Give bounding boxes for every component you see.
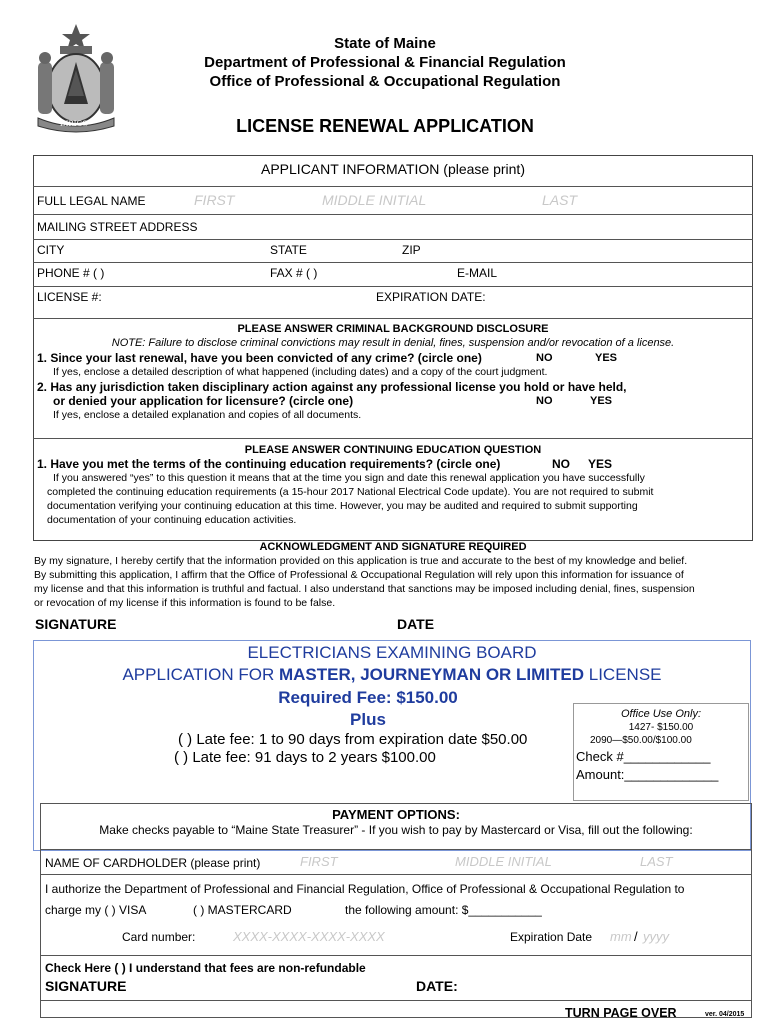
application-type-suffix: LICENSE — [584, 665, 662, 684]
header-office: Office of Professional & Occupational Regulation — [209, 73, 561, 90]
fax-label: FAX # ( ) — [270, 266, 318, 280]
email-input[interactable] — [505, 264, 750, 282]
office-amount: Amount:_____________ — [576, 767, 719, 782]
exp-month-input[interactable]: mm — [610, 929, 632, 944]
mailing-address-input[interactable] — [210, 218, 750, 236]
criminal-section-title: PLEASE ANSWER CRIMINAL BACKGROUND DISCLOSURE — [237, 323, 549, 335]
version-label: ver. 04/2015 — [705, 1011, 745, 1018]
charge-amount[interactable]: the following amount: $___________ — [345, 903, 542, 917]
card-number-input[interactable]: XXXX-XXXX-XXXX-XXXX — [233, 929, 385, 944]
application-type — [33, 665, 751, 685]
header-department: Department of Professional & Financial Regulation — [204, 54, 566, 71]
license-number-label: LICENSE #: — [37, 290, 102, 304]
office-fee-line-2: 2090—$50.00/$100.00 — [590, 735, 692, 746]
ack-line-3: my license and that this information is truthful and factual. I also understand that sanctions may be imposed including denial, fines, suspension — [34, 583, 695, 595]
city-label: CITY — [37, 243, 65, 257]
exp-year-input[interactable]: yyyy — [643, 929, 669, 944]
criminal-q1-no-option[interactable]: NO — [536, 352, 553, 364]
ack-line-1: By my signature, I hereby certify that the information provided on this application is true and accurate to the best of my knowledge and belief. — [34, 555, 688, 567]
date-label: DATE — [397, 616, 435, 632]
ce-text-line-1: If you answered “yes” to this question it means that at the time you sign and date this renewal application you have successfully — [53, 472, 645, 484]
late-fee-option-2[interactable]: ( ) Late fee: 91 days to 2 years $100.00 — [174, 749, 436, 766]
late-fee-option-1[interactable]: ( ) Late fee: 1 to 90 days from expiration date $50.00 — [178, 731, 528, 748]
header-state: State of Maine — [334, 35, 436, 52]
criminal-question-1: 1. Since your last renewal, have you been convicted of any crime? (circle one) — [37, 351, 482, 365]
visa-option[interactable]: charge my ( ) VISA — [45, 903, 147, 917]
ce-text-line-3: documentation verifying your continuing education at this time. However, you may be audited and required to submit supporting — [47, 500, 638, 512]
criminal-question-2-cont: or denied your application for licensure? (circle one) — [53, 394, 354, 408]
city-input[interactable] — [70, 241, 265, 259]
expiration-date-label: EXPIRATION DATE: — [376, 290, 486, 304]
application-type-prefix: APPLICATION FOR — [122, 665, 279, 684]
applicant-section-title: APPLICANT INFORMATION (please print) — [261, 161, 525, 177]
full-name-label: FULL LEGAL NAME — [37, 194, 146, 208]
expiration-date-input[interactable] — [495, 288, 750, 306]
license-number-input[interactable] — [110, 288, 365, 306]
fax-input[interactable] — [350, 264, 445, 282]
mastercard-option[interactable]: ( ) MASTERCARD — [193, 903, 292, 917]
cardholder-label: NAME OF CARDHOLDER (please print) — [45, 856, 261, 870]
phone-input[interactable] — [140, 264, 265, 282]
ce-yes-option[interactable]: YES — [588, 457, 613, 471]
required-fee: Required Fee: $150.00 — [278, 688, 458, 707]
criminal-question-2: 2. Has any jurisdiction taken disciplinary action against any professional license you hold or have held, — [37, 380, 627, 394]
ce-no-option[interactable]: NO — [552, 457, 570, 471]
cardholder-middle-input[interactable]: MIDDLE INITIAL — [455, 854, 552, 869]
exp-slash: / — [634, 929, 638, 944]
criminal-q2-yes-option[interactable]: YES — [590, 395, 613, 407]
payment-signature-input[interactable] — [140, 977, 410, 995]
payment-date-input[interactable] — [470, 977, 740, 995]
zip-input[interactable] — [425, 241, 745, 259]
application-type-bold: MASTER, JOURNEYMAN OR LIMITED — [278, 665, 585, 684]
criminal-q2-instruction: If yes, enclose a detailed explanation and copies of all documents. — [53, 409, 362, 421]
office-fee-line-1: 1427- $150.00 — [628, 722, 694, 733]
criminal-q1-instruction: If yes, enclose a detailed description of what happened (including dates) and a copy of the court judgment. — [53, 366, 548, 378]
criminal-q2-no-option[interactable]: NO — [536, 395, 553, 407]
turn-page-over: TURN PAGE OVER — [565, 1006, 677, 1020]
state-label: STATE — [270, 243, 307, 257]
non-refundable-checkbox[interactable]: Check Here ( ) I understand that fees are non-refundable — [45, 961, 366, 975]
ce-section-title: PLEASE ANSWER CONTINUING EDUCATION QUESTION — [244, 444, 542, 456]
office-use-title: Office Use Only: — [620, 708, 702, 720]
criminal-q1-yes-option[interactable]: YES — [595, 352, 618, 364]
cardholder-last-input[interactable]: LAST — [640, 854, 673, 869]
email-label: E-MAIL — [457, 266, 498, 280]
payment-options-title: PAYMENT OPTIONS: — [332, 807, 460, 822]
plus-label: Plus — [350, 710, 386, 729]
last-name-input[interactable]: LAST — [542, 192, 578, 208]
payment-signature-label: SIGNATURE — [45, 978, 127, 994]
authorization-text: I authorize the Department of Professional and Financial Regulation, Office of Professional & Occupational Regulation to — [45, 882, 685, 896]
ack-line-4: or revocation of my license if this information is found to be false. — [34, 597, 336, 609]
page-title: LICENSE RENEWAL APPLICATION — [236, 116, 534, 136]
ce-text-line-2: completed the continuing education requirements (a 15-hour 2017 National Electrical Code update). You are not required to submit — [47, 486, 654, 498]
mailing-address-label: MAILING STREET ADDRESS — [37, 220, 198, 234]
board-name: ELECTRICIANS EXAMINING BOARD — [247, 643, 537, 662]
signature-label: SIGNATURE — [35, 616, 117, 632]
payment-instructions: Make checks payable to “Maine State Treasurer” - If you wish to pay by Mastercard or Visa, fill out the following: — [99, 823, 693, 837]
ce-question-1: 1. Have you met the terms of the continuing education requirements? (circle one) — [37, 457, 501, 471]
payment-date-label: DATE: — [416, 978, 458, 994]
seal-motto: DIRIGO — [60, 119, 88, 128]
middle-initial-input[interactable]: MIDDLE INITIAL — [322, 192, 427, 208]
ack-section-title: ACKNOWLEDGMENT AND SIGNATURE REQUIRED — [259, 541, 527, 553]
criminal-note: NOTE: Failure to disclose criminal convictions may result in denial, fines, suspension and/or revocation of a license. — [111, 337, 675, 349]
phone-label: PHONE # ( ) — [37, 266, 105, 280]
office-check-number: Check #____________ — [576, 749, 711, 764]
card-number-label: Card number: — [122, 930, 196, 944]
expiration-date-label-card: Expiration Date — [510, 930, 593, 944]
ce-text-line-4: documentation of your continuing education activities. — [47, 514, 297, 526]
date-input[interactable] — [440, 614, 740, 634]
cardholder-first-input[interactable]: FIRST — [300, 854, 338, 869]
state-input[interactable] — [315, 241, 400, 259]
ack-line-2: By submitting this application, I affirm that the Office of Professional & Occupational Regulation will rely upon this information for issuance of — [34, 569, 684, 581]
zip-label: ZIP — [402, 243, 421, 257]
first-name-input[interactable]: FIRST — [194, 192, 235, 208]
signature-input[interactable] — [130, 614, 390, 634]
